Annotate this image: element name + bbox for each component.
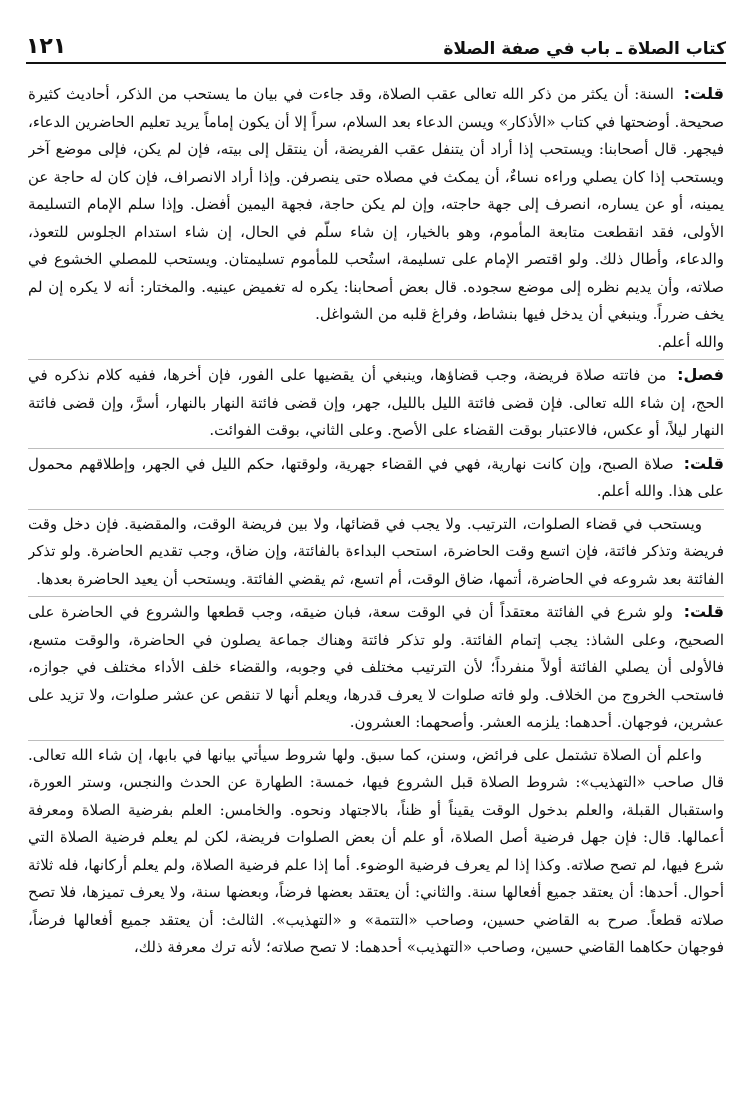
paragraph-qult-2 <box>28 448 724 506</box>
paragraph-lead: قلت: <box>683 453 724 473</box>
paragraph-qult-1 <box>28 80 724 356</box>
paragraph-text: من فاتته صلاة فريضة، وجب قضاؤها، وينبغي أن يقضيها على الفور، فإن أخرها، ففيه كلام نذكره في الحج، إن شاء الله تعالى. فإن قضى فائتة الليل بالليل، جهر، وإن قضى فائتة النهار بالنهار، أسرَّ، وإن قضى فائتة النهار ليلاً، أو عكس، فالاعتبار بوقت القضاء على الأصح. وعلى الثاني، بوقت الفوائت. <box>28 366 724 439</box>
paragraph-closing: والله أعلم. <box>657 332 724 351</box>
paragraph-text: صلاة الصبح، وإن كانت نهارية، فهي في القضاء جهرية، ولوقتها، حكم الليل في الجهر، وإطلاقهم محمول على هذا. والله أعلم. <box>28 454 724 500</box>
paragraph-shurut <box>28 740 724 962</box>
paragraph-qult-3 <box>28 596 724 737</box>
paragraph-text: واعلم أن الصلاة تشتمل على فرائض، وسنن، كما سبق. ولها شروط سيأتي بيانها في بابها، إن شاء الله تعالى. قال صاحب «التهذيب»: شروط الصلاة قبل الشروع فيها، خمسة: الطهارة عن الحدث والنجس، وستر العورة، واستقبال القبلة، والعلم بدخول الوقت يقيناً أو ظناً، بالاجتهاد ونحوه. والخامس: العلم بفرضية الصلاة ومعرفة أعمالها. قال: فإن جهل فرضية أصل الصلاة، أو علم أن بعض الصلوات فريضة، لكن لم يعلم فرضية الصلاة التي شرع فيها، لم تصح صلاته. وكذا إذا لم يعرف فرضية الوضوء. أما إذا علم فرضية الصلاة، ولم يعلم أركانها، فله ثلاثة أحوال. أحدها: أن يعتقد جميع أفعالها سنة. والثاني: أن يعتقد بعضها فرضاً، وبعضها سنة، ولا يعرف تميزها، فلا تصح صلاته قطعاً. صرح به القاضي حسين، وصاحب «التتمة» و «التهذيب». الثالث: أن يعتقد جميع أفعالها فرضاً، فوجهان حكاهما القاضي حسين، وصاحب «التهذيب» أحدهما: لا تصح صلاته؛ لأنه ترك معرفة ذلك، <box>28 745 724 956</box>
body-text <box>28 80 724 1093</box>
paragraph-text: ويستحب في قضاء الصلوات، الترتيب. ولا يجب في قضائها، ولا بين فريضة الوقت، والمقضية. فإن دخل وقت فريضة وتذكر فائتة، فإن اتسع وقت الحاضرة، استحب البداءة بالفائتة، وإن ضاق، وجب تقديم الحاضرة. ولو تذكر الفائتة بعد شروعه في الحاضرة، أتمها، ضاق الوقت، أم اتسع، ثم يقضي الفائتة. ويستحب أن يعيد الحاضرة بعدها. <box>28 514 724 588</box>
paragraph-lead: فصل: <box>677 365 724 384</box>
paragraph-lead: قلت: <box>683 602 724 621</box>
page-header <box>26 30 726 64</box>
paragraph-lead: قلت: <box>683 84 724 103</box>
running-title: كتاب الصلاة ـ باب في صفة الصلاة <box>443 39 726 59</box>
paragraph-tartib <box>28 509 724 594</box>
paragraph-fasl <box>28 359 724 445</box>
paragraph-text: السنة: أن يكثر من ذكر الله تعالى عقب الصلاة، وقد جاءت في بيان ما يستحب من الذكر، أحاديث كثيرة صحيحة. أوضحتها في كتاب «الأذكار» ويسن الدعاء بعد السلام، سراً إلا أن يكون إماماً يريد تعليم الحاضرين الدعاء، فيجهر. قال أصحابنا: ويستحب إذا أراد أن يتنفل عقب الفريضة، أن ينتقل إلى بيته، فإن لم يكن، فإلى موضع آخر ويستحب إذا كان يصلي وراءه نساءٌ، أن يمكث في مصلاه حتى ينصرفن. وإذا أراد الانصراف، فإن كان له حاجة عن يمينه، أو عن يساره، انصرف إلى جهة حاجته، وإن لم يكن حاجة، فجهة اليمين أفضل. وإذا سلم الإمام التسليمة الأولى، فقد انقطعت متابعة المأموم، وهو بالخيار، إن شاء سلّم في الحال، إن شاء استدام الجلوس للتعوذ، والدعاء، وأطال ذلك. ولو اقتصر الإمام على تسليمة، استُحب للمأموم تسليمتان. ويستحب للمصلي الخشوع في صلاته، وأن يديم نظره إلى موضع سجوده. قال بعض أصحابنا: يكره له تغميض عينيه. والمختار: أنه لا يكره إن لم يخف ضرراً. وينبغي أن يدخل فيها بنشاط، وفراغ قلبه من الشواغل. <box>28 85 724 323</box>
page-number: ١٢١ <box>26 34 67 59</box>
paragraph-text: ولو شرع في الفائتة معتقداً أن في الوقت سعة، فبان ضيقه، وجب قطعها والشروع في الحاضرة على الصحيح، وعلى الشاذ: يجب إتمام الفائتة. ولو تذكر فائتة وهناك جماعة يصلون في الحاضرة، والوقت متسع، فالأولى أن يصلي الفائتة أولاً منفرداً؛ لأن الترتيب مختلف في وجوبه، والقضاء خلف الأداء مختلف في جوازه، فاستحب الخروج من الخلاف. ولو فاته صلوات لا يعرف قدرها، ويعلم أنها لا تنقص عن عشر صلوات، ولا تزيد على عشرين، فوجهان. أحدهما: يلزمه العشر. وأصحهما: العشرون. <box>28 603 724 731</box>
